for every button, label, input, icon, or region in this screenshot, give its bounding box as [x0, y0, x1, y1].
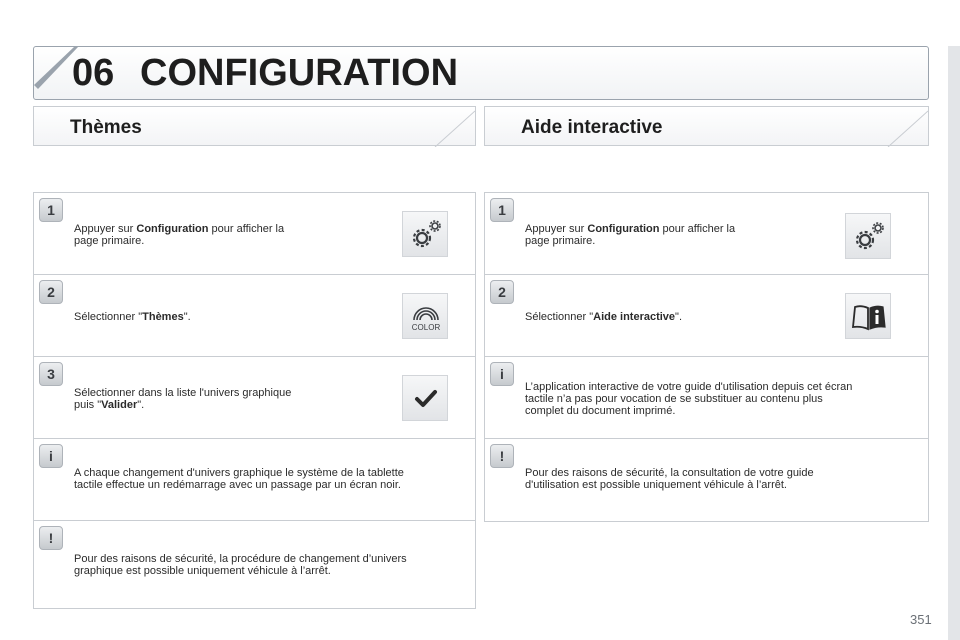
- info-icon: i: [39, 444, 63, 468]
- themes-warning-note: [34, 521, 475, 610]
- section-title-interactive-help: Aide interactive: [521, 117, 663, 138]
- warning-icon: !: [490, 444, 514, 468]
- settings-gear-icon: [845, 213, 891, 259]
- themes-info-note: [34, 439, 475, 521]
- step-text: Pour des raisons de sécurité, la procédure de changement d’univers graphique est possible uniquement véhicule à l’arrêt.: [74, 553, 407, 577]
- user-guide-book-icon: [845, 293, 891, 339]
- right-margin-rail: [948, 46, 960, 640]
- step-badge: 1: [39, 198, 63, 222]
- checkmark-icon: [402, 375, 448, 421]
- help-step-2: [485, 275, 928, 357]
- step-text: Sélectionner "Aide interactive".: [525, 311, 683, 323]
- chapter-title: CONFIGURATION: [140, 52, 459, 94]
- help-warning-note: [485, 439, 928, 523]
- help-info-note: [485, 357, 928, 439]
- section-header-interactive-help: [484, 106, 929, 146]
- warning-icon: !: [39, 526, 63, 550]
- step-badge: 3: [39, 362, 63, 386]
- section-header-slash-decoration: [848, 107, 928, 147]
- themes-steps-panel: [33, 192, 476, 609]
- help-step-1: [485, 193, 928, 275]
- section-title-themes: Thèmes: [70, 117, 142, 138]
- step-text: Pour des raisons de sécurité, la consultation de votre guide d'utilisation est possible uniquement véhicule à l’arrêt.: [525, 467, 814, 491]
- section-header-slash-decoration: [395, 107, 475, 147]
- color-theme-icon: [402, 293, 448, 339]
- step-badge: 2: [39, 280, 63, 304]
- svg-text:COLOR: COLOR: [411, 323, 441, 332]
- chapter-number: 06: [72, 52, 115, 94]
- step-text: L’application interactive de votre guide d'utilisation depuis cet écran tactile n’a pas pour vocation de se substituer au contenu plus complet du document imprimé.: [525, 381, 853, 417]
- page-number: 351: [910, 612, 932, 627]
- settings-gear-icon: [402, 211, 448, 257]
- interactive-help-steps-panel: [484, 192, 929, 522]
- step-badge: 2: [490, 280, 514, 304]
- themes-step-1: [34, 193, 475, 275]
- themes-step-2: [34, 275, 475, 357]
- step-text: Appuyer sur Configuration pour afficher la page primaire.: [74, 223, 285, 247]
- info-icon: i: [490, 362, 514, 386]
- step-badge: 1: [490, 198, 514, 222]
- step-text: Sélectionner "Thèmes".: [74, 311, 191, 323]
- step-text: Sélectionner dans la liste l'univers graphique puis "Valider".: [74, 387, 292, 411]
- step-text: Appuyer sur Configuration pour afficher la page primaire.: [525, 223, 736, 247]
- section-header-themes: [33, 106, 476, 146]
- step-text: A chaque changement d'univers graphique le système de la tablette tactile effectue un redémarrage avec un passage par un écran noir.: [74, 467, 404, 491]
- themes-step-3: [34, 357, 475, 439]
